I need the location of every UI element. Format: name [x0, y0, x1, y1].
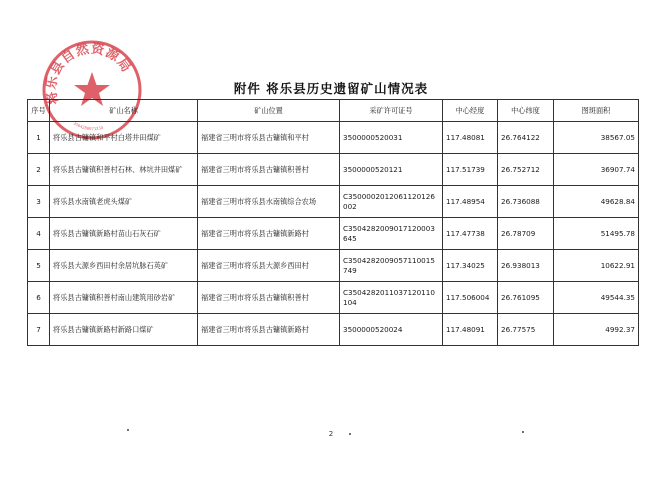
cell-location: 福建省三明市将乐县古镛镇积善村 — [198, 282, 340, 314]
cell-mine-name: 将乐县大源乡西田村余居坑脉石英矿 — [50, 250, 198, 282]
cell-location: 福建省三明市将乐县水南镇综合农场 — [198, 186, 340, 218]
cell-latitude: 26.761095 — [498, 282, 554, 314]
cell-permit: C3500002012061120126002 — [340, 186, 443, 218]
cell-location: 福建省三明市将乐县大源乡西田村 — [198, 250, 340, 282]
cell-location: 福建省三明市将乐县古镛镇积善村 — [198, 154, 340, 186]
cell-longitude: 117.48954 — [443, 186, 498, 218]
cell-mine-name: 将乐县古镛镇积善村石林、林坑井田煤矿 — [50, 154, 198, 186]
cell-longitude: 117.34025 — [443, 250, 498, 282]
cell-latitude: 26.78709 — [498, 218, 554, 250]
cell-latitude: 26.938013 — [498, 250, 554, 282]
cell-area: 38567.05 — [554, 122, 639, 154]
scan-speck — [522, 431, 524, 433]
cell-permit: C3504282011037120110104 — [340, 282, 443, 314]
page-number: 2 — [328, 430, 334, 438]
cell-longitude: 117.48091 — [443, 314, 498, 346]
cell-latitude: 26.764122 — [498, 122, 554, 154]
header-permit-number: 采矿许可证号 — [340, 100, 443, 122]
cell-longitude: 117.48081 — [443, 122, 498, 154]
cell-longitude: 117.47738 — [443, 218, 498, 250]
cell-latitude: 26.77575 — [498, 314, 554, 346]
cell-mine-name: 将乐县古镛镇积善村南山建筑用砂岩矿 — [50, 282, 198, 314]
cell-area: 49628.84 — [554, 186, 639, 218]
seal-text: 将乐县自然资源局 — [44, 41, 134, 107]
cell-index: 5 — [28, 250, 50, 282]
cell-index: 6 — [28, 282, 50, 314]
table-row — [28, 282, 639, 314]
header-center-longitude: 中心经度 — [443, 100, 498, 122]
seal-number: 3504280071234 — [72, 120, 104, 132]
cell-location: 福建省三明市将乐县古镛镇新路村 — [198, 218, 340, 250]
cell-latitude: 26.752712 — [498, 154, 554, 186]
cell-permit: 3500000520121 — [340, 154, 443, 186]
scan-speck — [127, 429, 129, 431]
cell-index: 4 — [28, 218, 50, 250]
cell-location: 福建省三明市将乐县古镛镇和平村 — [198, 122, 340, 154]
header-patch-area: 图斑面积 — [554, 100, 639, 122]
cell-area: 10622.91 — [554, 250, 639, 282]
table-row — [28, 186, 639, 218]
table-row — [28, 154, 639, 186]
header-index: 序号 — [28, 100, 50, 122]
header-mine-location: 矿山位置 — [198, 100, 340, 122]
cell-mine-name: 将乐县古镛镇新路村新路口煤矿 — [50, 314, 198, 346]
cell-permit: 3500000520031 — [340, 122, 443, 154]
cell-mine-name: 将乐县古镛镇和平村白塔井田煤矿 — [50, 122, 198, 154]
cell-index: 1 — [28, 122, 50, 154]
table-row — [28, 218, 639, 250]
cell-longitude: 117.51739 — [443, 154, 498, 186]
cell-permit: C3504282009017120003645 — [340, 218, 443, 250]
cell-location: 福建省三明市将乐县古镛镇新路村 — [198, 314, 340, 346]
cell-area: 36907.74 — [554, 154, 639, 186]
cell-index: 2 — [28, 154, 50, 186]
cell-index: 7 — [28, 314, 50, 346]
cell-longitude: 117.506004 — [443, 282, 498, 314]
header-center-latitude: 中心纬度 — [498, 100, 554, 122]
cell-area: 51495.78 — [554, 218, 639, 250]
header-mine-name: 矿山名称 — [50, 100, 198, 122]
scan-speck — [349, 433, 351, 435]
cell-latitude: 26.736088 — [498, 186, 554, 218]
cell-index: 3 — [28, 186, 50, 218]
cell-permit: 3500000520024 — [340, 314, 443, 346]
cell-mine-name: 将乐县古镛镇新路村苗山石灰石矿 — [50, 218, 198, 250]
mine-table — [27, 99, 639, 346]
table-header-row — [28, 100, 639, 122]
cell-area: 4992.37 — [554, 314, 639, 346]
cell-mine-name: 将乐县水南镇老虎头煤矿 — [50, 186, 198, 218]
cell-area: 49544.35 — [554, 282, 639, 314]
table-row — [28, 314, 639, 346]
table-row — [28, 122, 639, 154]
cell-permit: C3504282009057110015749 — [340, 250, 443, 282]
table-row — [28, 250, 639, 282]
page-title: 附件 将乐县历史遗留矿山情况表 — [233, 81, 429, 96]
